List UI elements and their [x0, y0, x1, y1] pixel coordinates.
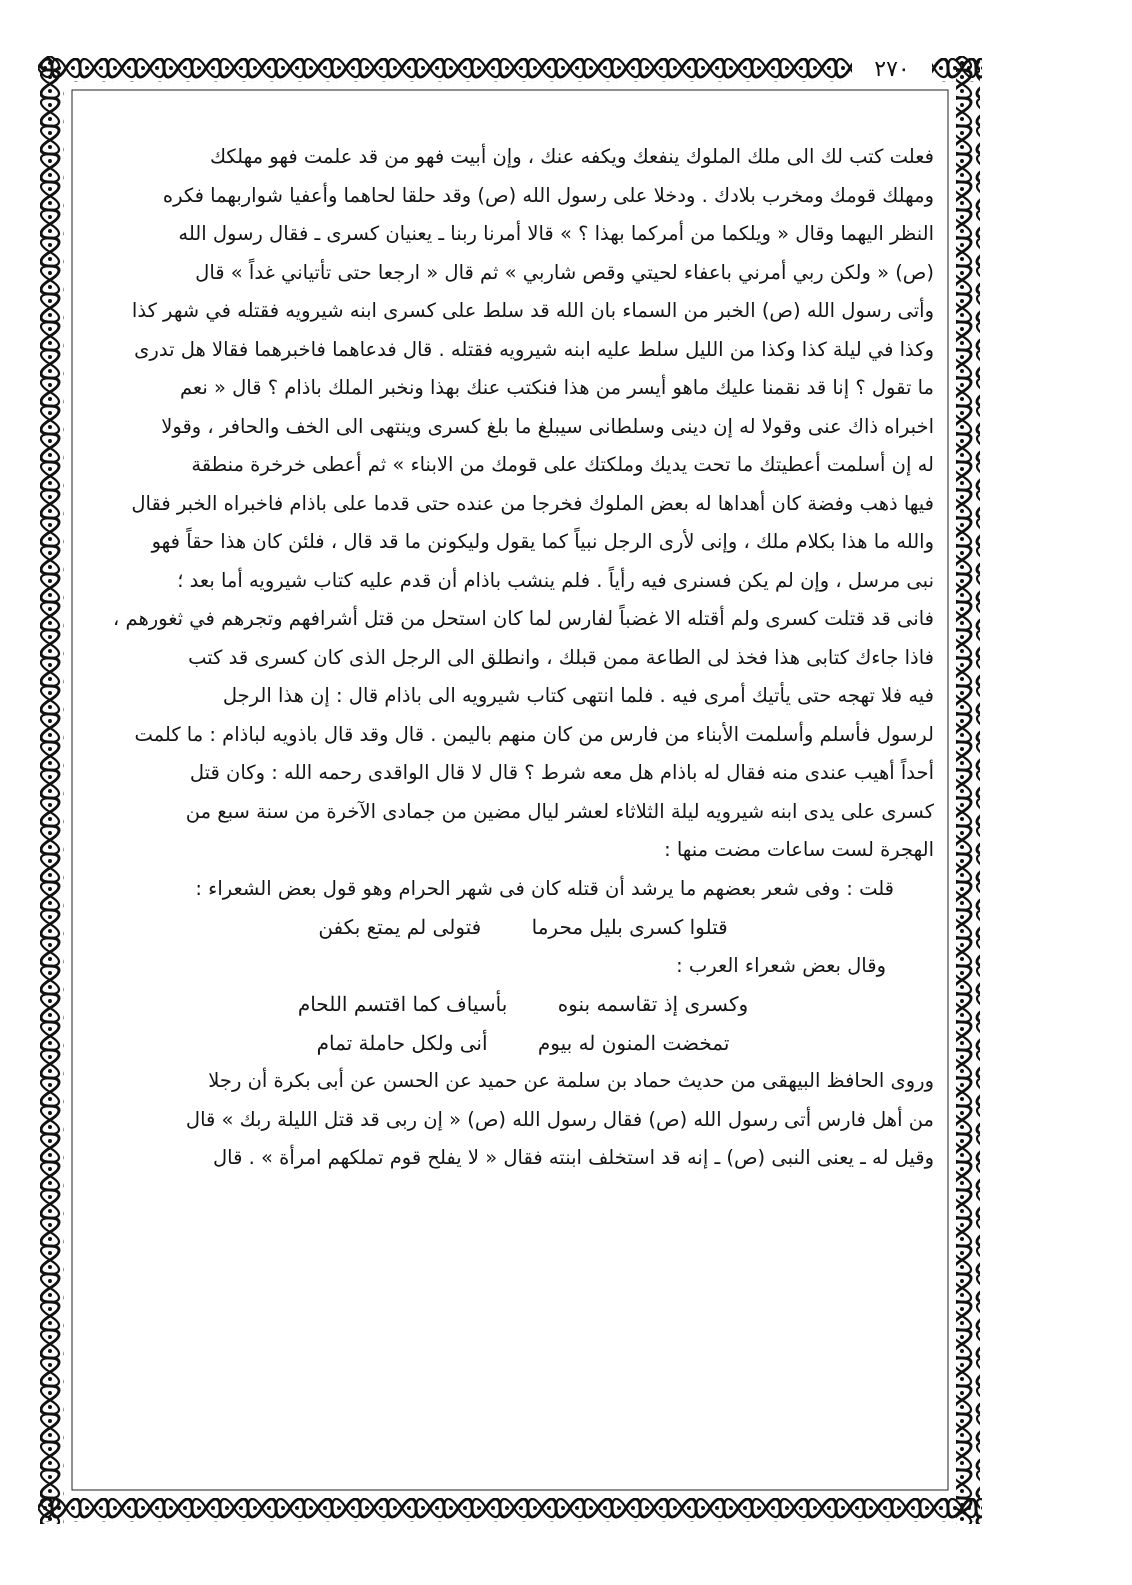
text-line: اخبراه ذاك عنى وقولا له إن دينى وسلطانى سيبلغ ما بلغ كسرى وينتهى الى الخف والحافر ، وقولا — [161, 414, 934, 438]
text-line: النظر اليهما وقال « ويلكما من أمركما بهذا ؟ » قالا أمرنا ربنا ـ يعنيان كسرى ـ فقال رسول الله — [178, 222, 934, 245]
text-line: فانى قد قتلت كسرى ولم أقتله الا غضباً لفارس لما كان استحل من قتل أشرافهم وتجرهم في ثغورهم ، — [113, 607, 934, 630]
text-line: وأتى رسول الله (ص) الخبر من السماء بان الله قد سلط على كسرى ابنه شيرويه فقتله في شهر كذا — [131, 299, 934, 322]
verse-hemistich: بأسياف كما اقتسم اللحام — [297, 992, 508, 1016]
text-line: الهجرة لست ساعات مضت منها : — [664, 838, 934, 861]
text-line: وقيل له ـ يعنى النبى (ص) ـ إنه قد استخلف ابنته فقال « لا يفلح قوم تملكهم امرأة » . قال — [213, 1146, 934, 1169]
text-line: فاذا جاءك كتابى هذا فخذ لى الطاعة ممن قبلك ، وانطلق الى الرجل الذى كان كسرى قد كتب — [188, 645, 934, 669]
text-line: ومهلك قومك ومخرب بلادك . ودخلا على رسول الله (ص) وقد حلقا لحاهما وأعفيا شواربهما فكره — [162, 183, 934, 207]
text-line: كسرى على يدى ابنه شيرويه ليلة الثلاثاء لعشر ليال مضين من جمادى الآخرة من سنة سبع من — [185, 799, 934, 823]
text-line: وروى الحافظ البيهقى من حديث حماد بن سلمة عن حميد عن الحسن عن أبى بكرة أن رجلا — [208, 1069, 934, 1092]
text-line: لرسول فأسلم وأسلمت الأبناء من فارس من كان منهم باليمن . قال وقد قال باذويه لباذام : ما كلمت — [134, 722, 934, 746]
text-line: نبى مرسل ، وإن لم يكن فسنرى فيه رأياً . فلم ينشب باذام أن قدم عليه كتاب شيرويه أما بعد ؛ — [177, 568, 934, 592]
text-line: له إن أسلمت أعطيتك ما تحت يديك وملكتك على قومك من الابناء » ثم أعطى خرخرة منطقة — [191, 453, 934, 476]
verse-line — [112, 985, 934, 1024]
verse-hemistich: تمخضت المنون له بيوم — [537, 1030, 730, 1055]
text-line: أحداً أهيب عندى منه فقال له باذام هل معه شرط ؟ قال لا قال الواقدى رحمه الله : وكان قتل — [189, 761, 934, 784]
text-line: فيها ذهب وفضة كان أهداها له بعض الملوك فخرجا من عنده حتى قدما على باذام فاخبراه الخبر فقال — [131, 491, 934, 515]
text-line: والله ما هذا بكلام ملك ، وإنى لأرى الرجل نبياً كما يقول وليكونن ما قد قال ، فلئن كان هذا حقاً فهو — [151, 530, 934, 553]
text-line: ما تقول ؟ إنا قد نقمنا عليك ماهو أيسر من هذا فنكتب عنك بهذا ونخبر الملك باذام ؟ قال « نعم — [179, 376, 934, 399]
body-text — [112, 138, 934, 1478]
poet-intro: وقال بعض شعراء العرب : — [676, 953, 886, 977]
text-line: (ص) « ولكن ربي أمرني باعفاء لحيتي وقص شاربي » ثم قال « ارجعا حتى تأتياني غداً » قال — [195, 260, 934, 284]
text-line: فيه فلا تهجه حتى يأتيك أمرى فيه . فلما انتهى كتاب شيرويه الى باذام قال : إن هذا الرجل — [222, 684, 934, 707]
verse-hemistich: وكسرى إذ تقاسمه بنوه — [557, 992, 749, 1016]
quote-intro: قلت : وفى شعر بعضهم ما يرشد أن قتله كان فى شهر الحرام وهو قول بعض الشعراء : — [195, 876, 894, 900]
verse-line — [112, 1024, 934, 1063]
verse-hemistich: قتلوا كسرى بليل محرما — [531, 915, 728, 939]
verse-hemistich: أنى ولكل حاملة تمام — [316, 1030, 488, 1055]
text-line: فعلت كتب لك الى ملك الملوك ينفعك ويكفه عنك ، وإن أبيت فهو من قد علمت فهو مهلكك — [209, 145, 934, 168]
page-number: ٢٧٠ — [852, 54, 932, 86]
text-line: من أهل فارس أتى رسول الله (ص) فقال رسول الله (ص) « إن ربى قد قتل الليلة ربك » قال — [185, 1107, 934, 1131]
verse-line — [112, 908, 934, 947]
verse-hemistich: فتولى لم يمتع بكفن — [318, 915, 482, 939]
text-line: وكذا في ليلة كذا وكذا من الليل سلط عليه ابنه شيرويه فقتله . قال فدعاهما فاخبرهما فقالا هل تدرى — [134, 337, 934, 361]
